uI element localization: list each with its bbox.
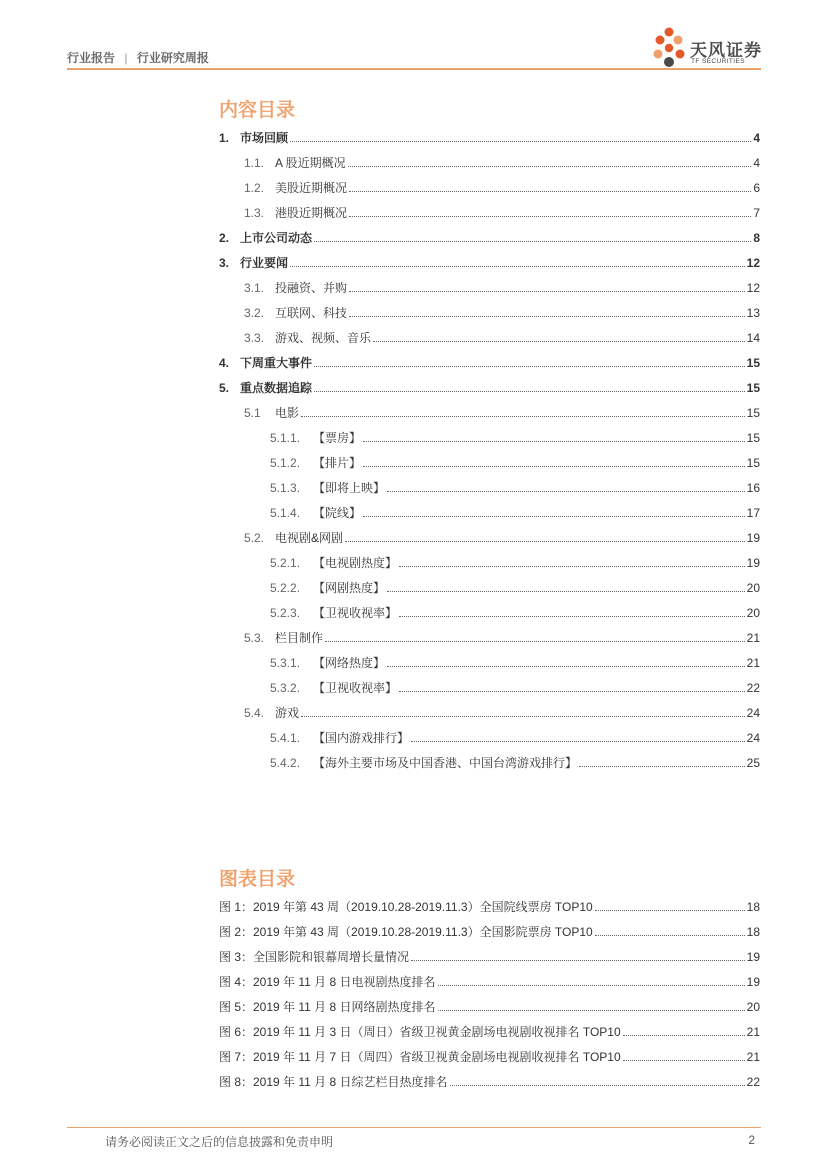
- toc-entry-page: 15: [746, 431, 760, 445]
- figure-entry-label: 图 4：2019 年 11 月 8 日电视剧热度排名: [219, 975, 436, 989]
- figure-entry[interactable]: [219, 948, 760, 964]
- figure-entry-label: 图 8：2019 年 11 月 8 日综艺栏目热度排名: [219, 1075, 448, 1089]
- toc-entry-page: 12: [746, 281, 760, 295]
- toc-entry[interactable]: [270, 504, 760, 520]
- toc-entry-number: 3.2.: [244, 306, 265, 320]
- toc-entry-page: 15: [746, 406, 760, 420]
- dot-leader: [345, 540, 745, 542]
- toc-entry[interactable]: [219, 129, 760, 145]
- figure-entry[interactable]: [219, 973, 760, 989]
- toc-entry-label: 【排片】: [313, 456, 362, 470]
- toc-entry-page: 6: [753, 181, 760, 195]
- toc-entry-label: A 股近期概况: [275, 156, 346, 170]
- dot-leader: [301, 715, 745, 717]
- dot-leader: [450, 1084, 745, 1086]
- toc-entry[interactable]: [219, 379, 760, 395]
- toc-entry[interactable]: [244, 529, 760, 545]
- toc-entry[interactable]: [219, 354, 760, 370]
- toc-entry-label: 游戏、视频、音乐: [275, 331, 372, 345]
- toc-entry-label: 互联网、科技: [275, 306, 348, 320]
- figures-title: 图表目录: [219, 869, 296, 890]
- dot-leader: [373, 340, 745, 342]
- dot-leader: [399, 690, 745, 692]
- toc-entry[interactable]: [244, 279, 760, 295]
- figure-entry-page: 21: [746, 1050, 760, 1064]
- toc-entry[interactable]: [270, 579, 760, 595]
- toc-entry-number: 5.3.2.: [270, 681, 301, 695]
- dot-leader: [595, 934, 745, 936]
- toc-entry-number: 2.: [219, 231, 230, 245]
- figure-entry[interactable]: [219, 1073, 760, 1089]
- toc-entry[interactable]: [244, 179, 760, 195]
- toc-entry-page: 25: [746, 756, 760, 770]
- toc-entry-page: 19: [746, 556, 760, 570]
- figure-entry-label: 图 1：2019 年第 43 周（2019.10.28-2019.11.3）全国院线票房 TOP10: [219, 900, 593, 914]
- dot-leader: [387, 665, 745, 667]
- dot-leader: [349, 215, 751, 217]
- toc-entry-page: 24: [746, 731, 760, 745]
- dot-leader: [349, 315, 745, 317]
- toc-entry-label: 美股近期概况: [275, 181, 348, 195]
- toc-entry[interactable]: [244, 304, 760, 320]
- toc-entry-page: 16: [746, 481, 760, 495]
- toc-entry-label: 上市公司动态: [240, 231, 313, 245]
- toc-entry-number: 5.: [219, 381, 230, 395]
- toc-entry-number: 1.2.: [244, 181, 265, 195]
- toc-entry-number: 3.: [219, 256, 230, 270]
- toc-entry-label: 【国内游戏排行】: [313, 731, 410, 745]
- toc-entry-number: 3.3.: [244, 331, 265, 345]
- toc-entry[interactable]: [244, 329, 760, 345]
- toc-entry-label: 市场回顾: [240, 131, 289, 145]
- dot-leader: [399, 615, 745, 617]
- toc-entry[interactable]: [270, 429, 760, 445]
- report-header: [67, 49, 209, 66]
- toc-entry-label: 【网络热度】: [313, 656, 386, 670]
- toc-entry[interactable]: [270, 554, 760, 570]
- toc-entry-label: 下周重大事件: [240, 356, 313, 370]
- toc-entry-number: 5.2.1.: [270, 556, 301, 570]
- dot-leader: [411, 959, 745, 961]
- toc-entry-page: 15: [746, 381, 760, 395]
- toc-entry-label: 电影: [275, 406, 300, 420]
- figure-entry[interactable]: [219, 1023, 760, 1039]
- figure-entry-label: 图 7：2019 年 11 月 7 日（周四）省级卫视黄金剧场电视剧收视排名 TOP10: [219, 1050, 621, 1064]
- dot-leader: [595, 909, 745, 911]
- toc-entry-number: 1.: [219, 131, 230, 145]
- brand-logo: [650, 26, 765, 70]
- figure-entry-page: 20: [746, 1000, 760, 1014]
- toc-entry-page: 20: [746, 606, 760, 620]
- toc-entry-label: 【卫视收视率】: [313, 681, 398, 695]
- dot-leader: [438, 1009, 745, 1011]
- toc-entry[interactable]: [244, 404, 760, 420]
- toc-entry-page: 22: [746, 681, 760, 695]
- toc-entry[interactable]: [270, 679, 760, 695]
- toc-entry-page: 4: [753, 156, 760, 170]
- toc-entry-number: 5.2.3.: [270, 606, 301, 620]
- dot-leader: [290, 265, 745, 267]
- toc-entry-number: 5.1.2.: [270, 456, 301, 470]
- figure-entry[interactable]: [219, 898, 760, 914]
- toc-entry-label: 【海外主要市场及中国香港、中国台湾游戏排行】: [313, 756, 578, 770]
- dot-leader: [399, 565, 745, 567]
- toc-entry[interactable]: [244, 629, 760, 645]
- toc-entry-page: 24: [746, 706, 760, 720]
- toc-entry-number: 5.3.: [244, 631, 265, 645]
- figure-entry-page: 19: [746, 950, 760, 964]
- figure-entry-page: 21: [746, 1025, 760, 1039]
- toc-entry-number: 5.2.2.: [270, 581, 301, 595]
- toc-entry-number: 5.2.: [244, 531, 265, 545]
- brand-name-cn: 天风证券: [690, 41, 762, 60]
- toc-entry-label: 游戏: [275, 706, 300, 720]
- toc-entry[interactable]: [270, 729, 760, 745]
- toc-entry-page: 15: [746, 356, 760, 370]
- dot-leader: [301, 415, 745, 417]
- toc-entry-page: 20: [746, 581, 760, 595]
- dot-leader: [290, 140, 751, 142]
- toc-entry-number: 5.3.1.: [270, 656, 301, 670]
- footer-divider: [67, 1127, 761, 1128]
- toc-entry-label: 【院线】: [313, 506, 362, 520]
- dot-leader: [363, 515, 745, 517]
- dot-leader: [325, 640, 745, 642]
- toc-entry-number: 5.1.4.: [270, 506, 301, 520]
- report-subtype: 行业研究周报: [136, 51, 209, 65]
- toc-entry-page: 12: [746, 256, 760, 270]
- toc-entry-number: 5.4.: [244, 706, 265, 720]
- figure-entry-page: 18: [746, 925, 760, 939]
- toc-entry-label: 栏目制作: [275, 631, 324, 645]
- toc-entry-number: 5.1.1.: [270, 431, 301, 445]
- toc-entry-page: 7: [753, 206, 760, 220]
- toc-entry-number: 3.1.: [244, 281, 265, 295]
- toc-entry-number: 5.1: [244, 406, 261, 420]
- toc-entry[interactable]: [244, 704, 760, 720]
- tf-flower-icon: [650, 26, 688, 70]
- toc-entry-number: 1.1.: [244, 156, 265, 170]
- toc-entry-number: 1.3.: [244, 206, 265, 220]
- toc-entry-page: 15: [746, 456, 760, 470]
- figure-entry-label: 图 3：全国影院和银幕周增长量情况: [219, 950, 410, 964]
- dot-leader: [349, 190, 751, 192]
- brand-name-en: TF SECURITIES: [691, 58, 745, 65]
- dot-leader: [348, 165, 752, 167]
- dot-leader: [363, 440, 745, 442]
- dot-leader: [314, 365, 745, 367]
- dot-leader: [314, 390, 745, 392]
- toc-entry[interactable]: [270, 654, 760, 670]
- toc-entry[interactable]: [244, 154, 760, 170]
- toc-entry-label: 【电视剧热度】: [313, 556, 398, 570]
- figure-entry-page: 19: [746, 975, 760, 989]
- toc-entry-page: 14: [746, 331, 760, 345]
- footer-disclaimer: 请务必阅读正文之后的信息披露和免责申明: [105, 1135, 334, 1149]
- toc-entry-number: 5.4.1.: [270, 731, 301, 745]
- toc-entry[interactable]: [270, 454, 760, 470]
- figure-entry[interactable]: [219, 1048, 760, 1064]
- figure-entry-page: 22: [746, 1075, 760, 1089]
- toc-entry-label: 【即将上映】: [313, 481, 386, 495]
- toc-title: 内容目录: [219, 100, 296, 121]
- dot-leader: [438, 984, 745, 986]
- toc-entry-label: 重点数据追踪: [240, 381, 313, 395]
- report-type: 行业报告: [67, 51, 116, 65]
- toc-entry[interactable]: [270, 754, 760, 770]
- header-separator: |: [124, 51, 128, 65]
- figure-entry-page: 18: [746, 900, 760, 914]
- figure-entry-label: 图 5：2019 年 11 月 8 日网络剧热度排名: [219, 1000, 436, 1014]
- dot-leader: [387, 590, 745, 592]
- toc-entry[interactable]: [244, 204, 760, 220]
- figure-entry[interactable]: [219, 923, 760, 939]
- toc-entry-page: 21: [746, 631, 760, 645]
- dot-leader: [579, 765, 745, 767]
- toc-entry-label: 电视剧&网剧: [275, 531, 344, 545]
- toc-entry-page: 19: [746, 531, 760, 545]
- toc-entry-number: 4.: [219, 356, 230, 370]
- toc-entry[interactable]: [219, 229, 760, 245]
- figure-entry-label: 图 2：2019 年第 43 周（2019.10.28-2019.11.3）全国影院票房 TOP10: [219, 925, 593, 939]
- dot-leader: [363, 465, 745, 467]
- toc-entry-number: 5.1.3.: [270, 481, 301, 495]
- figure-entry-label: 图 6：2019 年 11 月 3 日（周日）省级卫视黄金剧场电视剧收视排名 TOP10: [219, 1025, 621, 1039]
- dot-leader: [623, 1059, 745, 1061]
- toc-entry-label: 行业要闻: [240, 256, 289, 270]
- toc-entry-page: 4: [753, 131, 760, 145]
- toc-entry-page: 8: [753, 231, 760, 245]
- header-divider: [67, 68, 761, 70]
- toc-entry[interactable]: [219, 254, 760, 270]
- toc-entry-page: 17: [746, 506, 760, 520]
- dot-leader: [411, 740, 745, 742]
- toc-entry-label: 投融资、并购: [275, 281, 348, 295]
- toc-entry-label: 【网剧热度】: [313, 581, 386, 595]
- dot-leader: [387, 490, 745, 492]
- dot-leader: [349, 290, 745, 292]
- dot-leader: [314, 240, 751, 242]
- page-number: 2: [748, 1133, 755, 1147]
- toc-entry[interactable]: [270, 479, 760, 495]
- toc-entry-number: 5.4.2.: [270, 756, 301, 770]
- toc-entry-page: 21: [746, 656, 760, 670]
- toc-entry[interactable]: [270, 604, 760, 620]
- figure-entry[interactable]: [219, 998, 760, 1014]
- toc-entry-page: 13: [746, 306, 760, 320]
- dot-leader: [623, 1034, 745, 1036]
- toc-entry-label: 港股近期概况: [275, 206, 348, 220]
- toc-entry-label: 【卫视收视率】: [313, 606, 398, 620]
- toc-entry-label: 【票房】: [313, 431, 362, 445]
